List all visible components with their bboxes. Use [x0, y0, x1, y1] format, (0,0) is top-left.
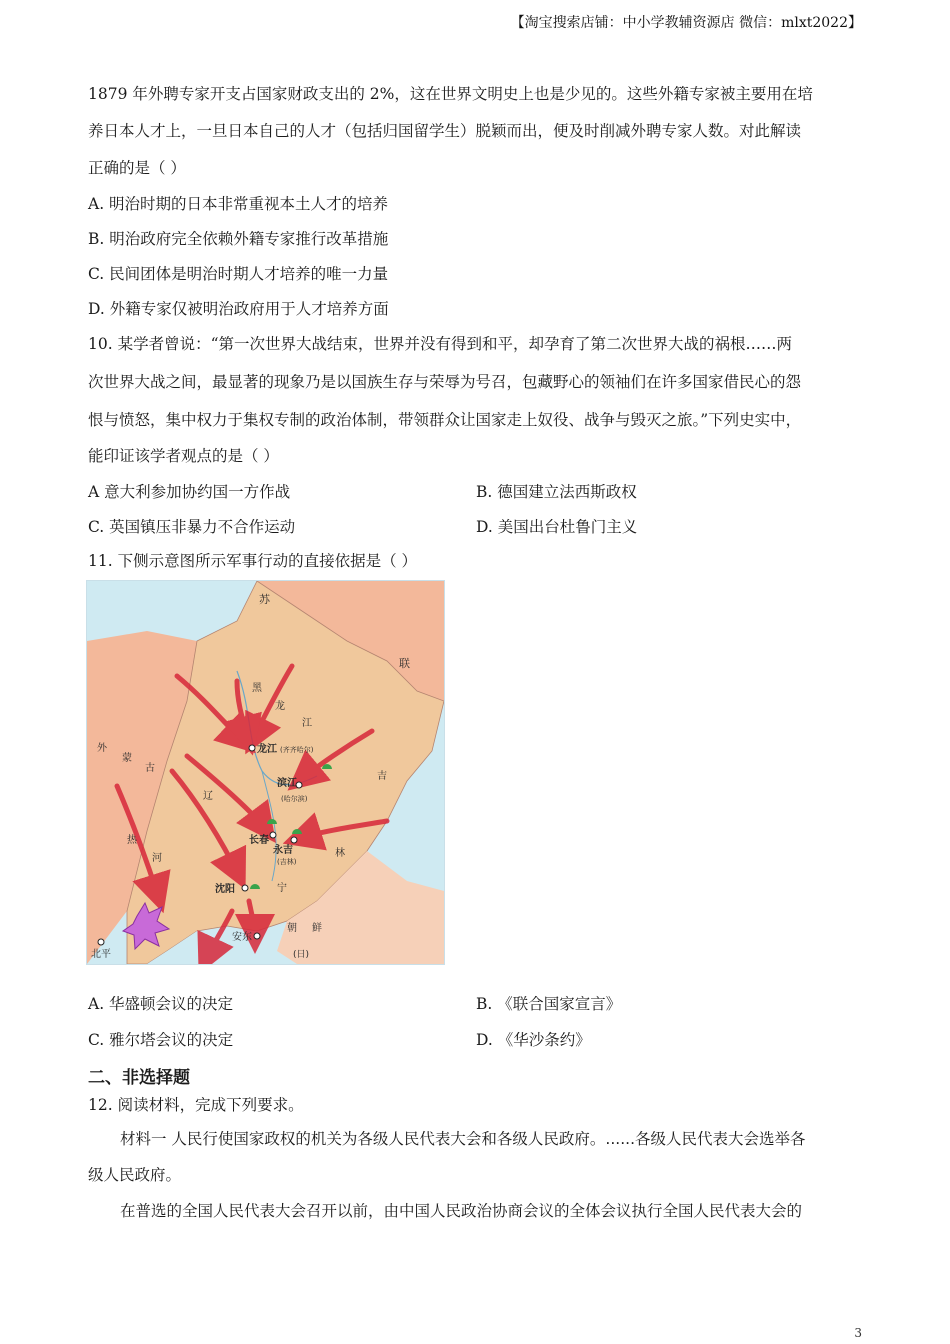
region-label: 宁: [277, 883, 287, 894]
q10-option-a: A 意大利参加协约国一方作战: [88, 483, 291, 501]
city-dot-yongji: [291, 837, 297, 843]
region-label: 鲜: [312, 923, 322, 934]
region-label: 吉: [377, 771, 387, 782]
region-label: 外: [97, 743, 107, 754]
q10-option-d: D. 美国出台杜鲁门主义: [476, 518, 638, 536]
city-dot-shenyang: [242, 885, 248, 891]
section-title: 二、非选择题: [88, 1068, 190, 1088]
q12-material-line: 在普选的全国人民代表大会召开以前，由中国人民政治协商会议的全体会议执行全国人民代表大会的: [120, 1202, 803, 1220]
q11-option-d: D. 《华沙条约》: [476, 1031, 591, 1049]
q11-stem: 11. 下侧示意图所示军事行动的直接依据是（ ）: [88, 552, 418, 570]
city-label-longjiang-sub: (齐齐哈尔): [280, 746, 314, 754]
region-label: 联: [399, 657, 410, 670]
region-label: 朝: [287, 923, 297, 934]
q10-option-b: B. 德国建立法西斯政权: [476, 483, 637, 501]
city-dot-changchun: [270, 832, 276, 838]
q9-option-c: C. 民间团体是明治时期人才培养的唯一力量: [88, 265, 389, 283]
city-label-changchun: 长春: [249, 835, 269, 846]
region-label: 热: [127, 835, 137, 846]
city-label-binjiang: 滨江: [277, 778, 297, 789]
q12-material-line: 级人民政府。: [88, 1166, 182, 1184]
q10-stem-line: 能印证该学者观点的是（ ）: [88, 447, 279, 465]
city-dot-beiping: [98, 939, 104, 945]
q11-option-a: A. 华盛顿会议的决定: [88, 995, 234, 1013]
city-label-longjiang: 龙江: [257, 744, 277, 755]
q10-stem-line: 次世界大战之间，最显著的现象乃是以国族生存与荣辱为号召，包藏野心的领袖们在许多国家借民心的怨: [88, 373, 802, 391]
city-label-yongji-sub: (吉林): [277, 858, 297, 866]
q10-stem-line: 10. 某学者曾说：“第一次世界大战结束，世界并没有得到和平，却孕育了第二次世界大战的祸根……两: [88, 335, 793, 353]
q9-stem-line: 1879 年外聘专家开支占国家财政支出的 2%，这在世界文明史上也是少见的。这些外籍专家被主要用在培: [88, 85, 813, 103]
region-label: 苏: [259, 593, 270, 606]
city-label-yongji: 永吉: [273, 845, 293, 856]
q10-stem-line: 恨与愤怒，集中权力于集权专制的政治体制，带领群众让国家走上奴役、战争与毁灭之旅。”下列史实中，: [88, 411, 802, 429]
region-label: 江: [302, 718, 312, 729]
region-label: 河: [152, 853, 162, 864]
q9-option-b: B. 明治政府完全依赖外籍专家推行改革措施: [88, 230, 389, 248]
q9-stem-line: 正确的是（ ）: [88, 159, 186, 177]
q11-option-c: C. 雅尔塔会议的决定: [88, 1031, 234, 1049]
region-label: 黑: [252, 683, 262, 694]
region-label: 林: [335, 848, 345, 859]
page-number: 3: [854, 1326, 862, 1340]
city-label-binjiang-sub: (哈尔滨): [281, 795, 308, 803]
city-label-beiping: 北平: [91, 949, 111, 960]
q12-stem: 12. 阅读材料，完成下列要求。: [88, 1096, 304, 1114]
q9-stem-line: 养日本人才上，一旦日本自己的人才（包括归国留学生）脱颖而出，便及时削减外聘专家人数。对此解读: [88, 122, 802, 140]
q11-option-b: B. 《联合国家宣言》: [476, 995, 622, 1013]
city-label-andong: 安东: [232, 932, 252, 943]
q12-material-line: 材料一 人民行使国家政权的机关为各级人民代表大会和各级人民政府。......各级人民代表大会选举各: [120, 1130, 806, 1148]
region-label: 龙: [275, 701, 285, 712]
region-label: 辽: [203, 791, 213, 802]
northeast-map: [86, 580, 445, 965]
q10-option-c: C. 英国镇压非暴力不合作运动: [88, 518, 296, 536]
page-header: 【淘宝搜索店铺：中小学教辅资源店 微信：mlxt2022】: [510, 15, 862, 31]
city-dot-andong: [254, 933, 260, 939]
region-label: 古: [145, 763, 155, 774]
q9-option-a: A. 明治时期的日本非常重视本土人才的培养: [88, 195, 389, 213]
city-label-shenyang: 沈阳: [215, 884, 235, 895]
city-dot-longjiang: [249, 745, 255, 751]
region-label: 蒙: [122, 753, 132, 764]
region-label: (日): [293, 950, 310, 960]
q9-option-d: D. 外籍专家仅被明治政府用于人才培养方面: [88, 300, 389, 318]
